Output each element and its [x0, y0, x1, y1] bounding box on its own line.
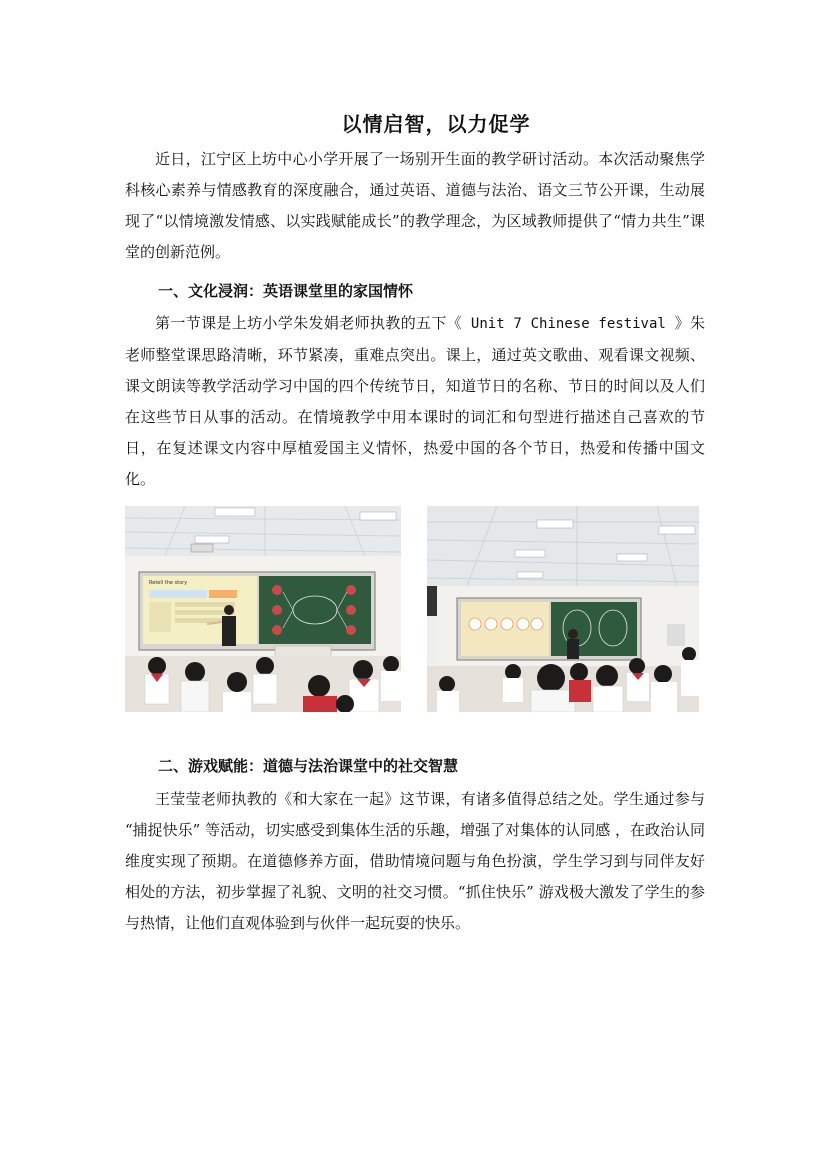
screen-caption: Retell the story — [149, 580, 188, 586]
section1-text-a: 第一节课是上坊小学朱发娟老师执教的五下《 — [155, 314, 463, 332]
intro-paragraph: 近日，江宁区上坊中心小学开展了一场别开生面的教学研讨活动。本次活动聚焦学科核心素养与情感教育的深度融合，通过英语、道德与法治、语文三节公开课，生动展现了“以情境激发情感、以实践赋能成长”的教学理念，为区域教师提供了“情力共生”课堂的创新范例。 — [125, 150, 705, 261]
section2-heading: 二、游戏赋能：道德与法治课堂中的社交智慧 — [158, 757, 459, 775]
section1-paragraph — [125, 308, 705, 495]
section1-unit-title: Unit 7 Chinese festival — [462, 316, 675, 332]
section1-text-b: 》朱老师整堂课思路清晰，环节紧凑，重难点突出。课上，通过英文歌曲、观看课文视频、课文朗读等教学活动学习中国的四个传统节日，知道节日的名称、节日的时间以及人们在这些节日从事的活动。在情境教学中用本课时的词汇和句型进行描述自己喜欢的节日，在复述课文内容中厚植爱国主义情怀，热爱中国的各个节日，热爱和传播中国文化。 — [125, 314, 705, 488]
english-class-photo-left — [125, 506, 401, 712]
document-title: 以情启智，以力促学 — [341, 112, 531, 136]
section1-heading: 一、文化浸润：英语课堂里的家国情怀 — [158, 282, 414, 300]
section2-paragraph: 王莹莹老师执教的《和大家在一起》这节课，有诸多值得总结之处。学生通过参与 “捕捉快乐” 等活动，切实感受到集体生活的乐趣，增强了对集体的认同感 ，在政治认同维度实现了预期。在道德修养方面，借助情境问题与角色扮演，学生学习到与同伴友好相处的方法，初步掌握了礼貌、文明的社交习惯。“抓住快乐” 游戏极大激发了学生的参与热情，让他们直观体验到与伙伴一起玩耍的快乐。 — [125, 790, 705, 932]
english-class-photo-right — [427, 506, 699, 712]
